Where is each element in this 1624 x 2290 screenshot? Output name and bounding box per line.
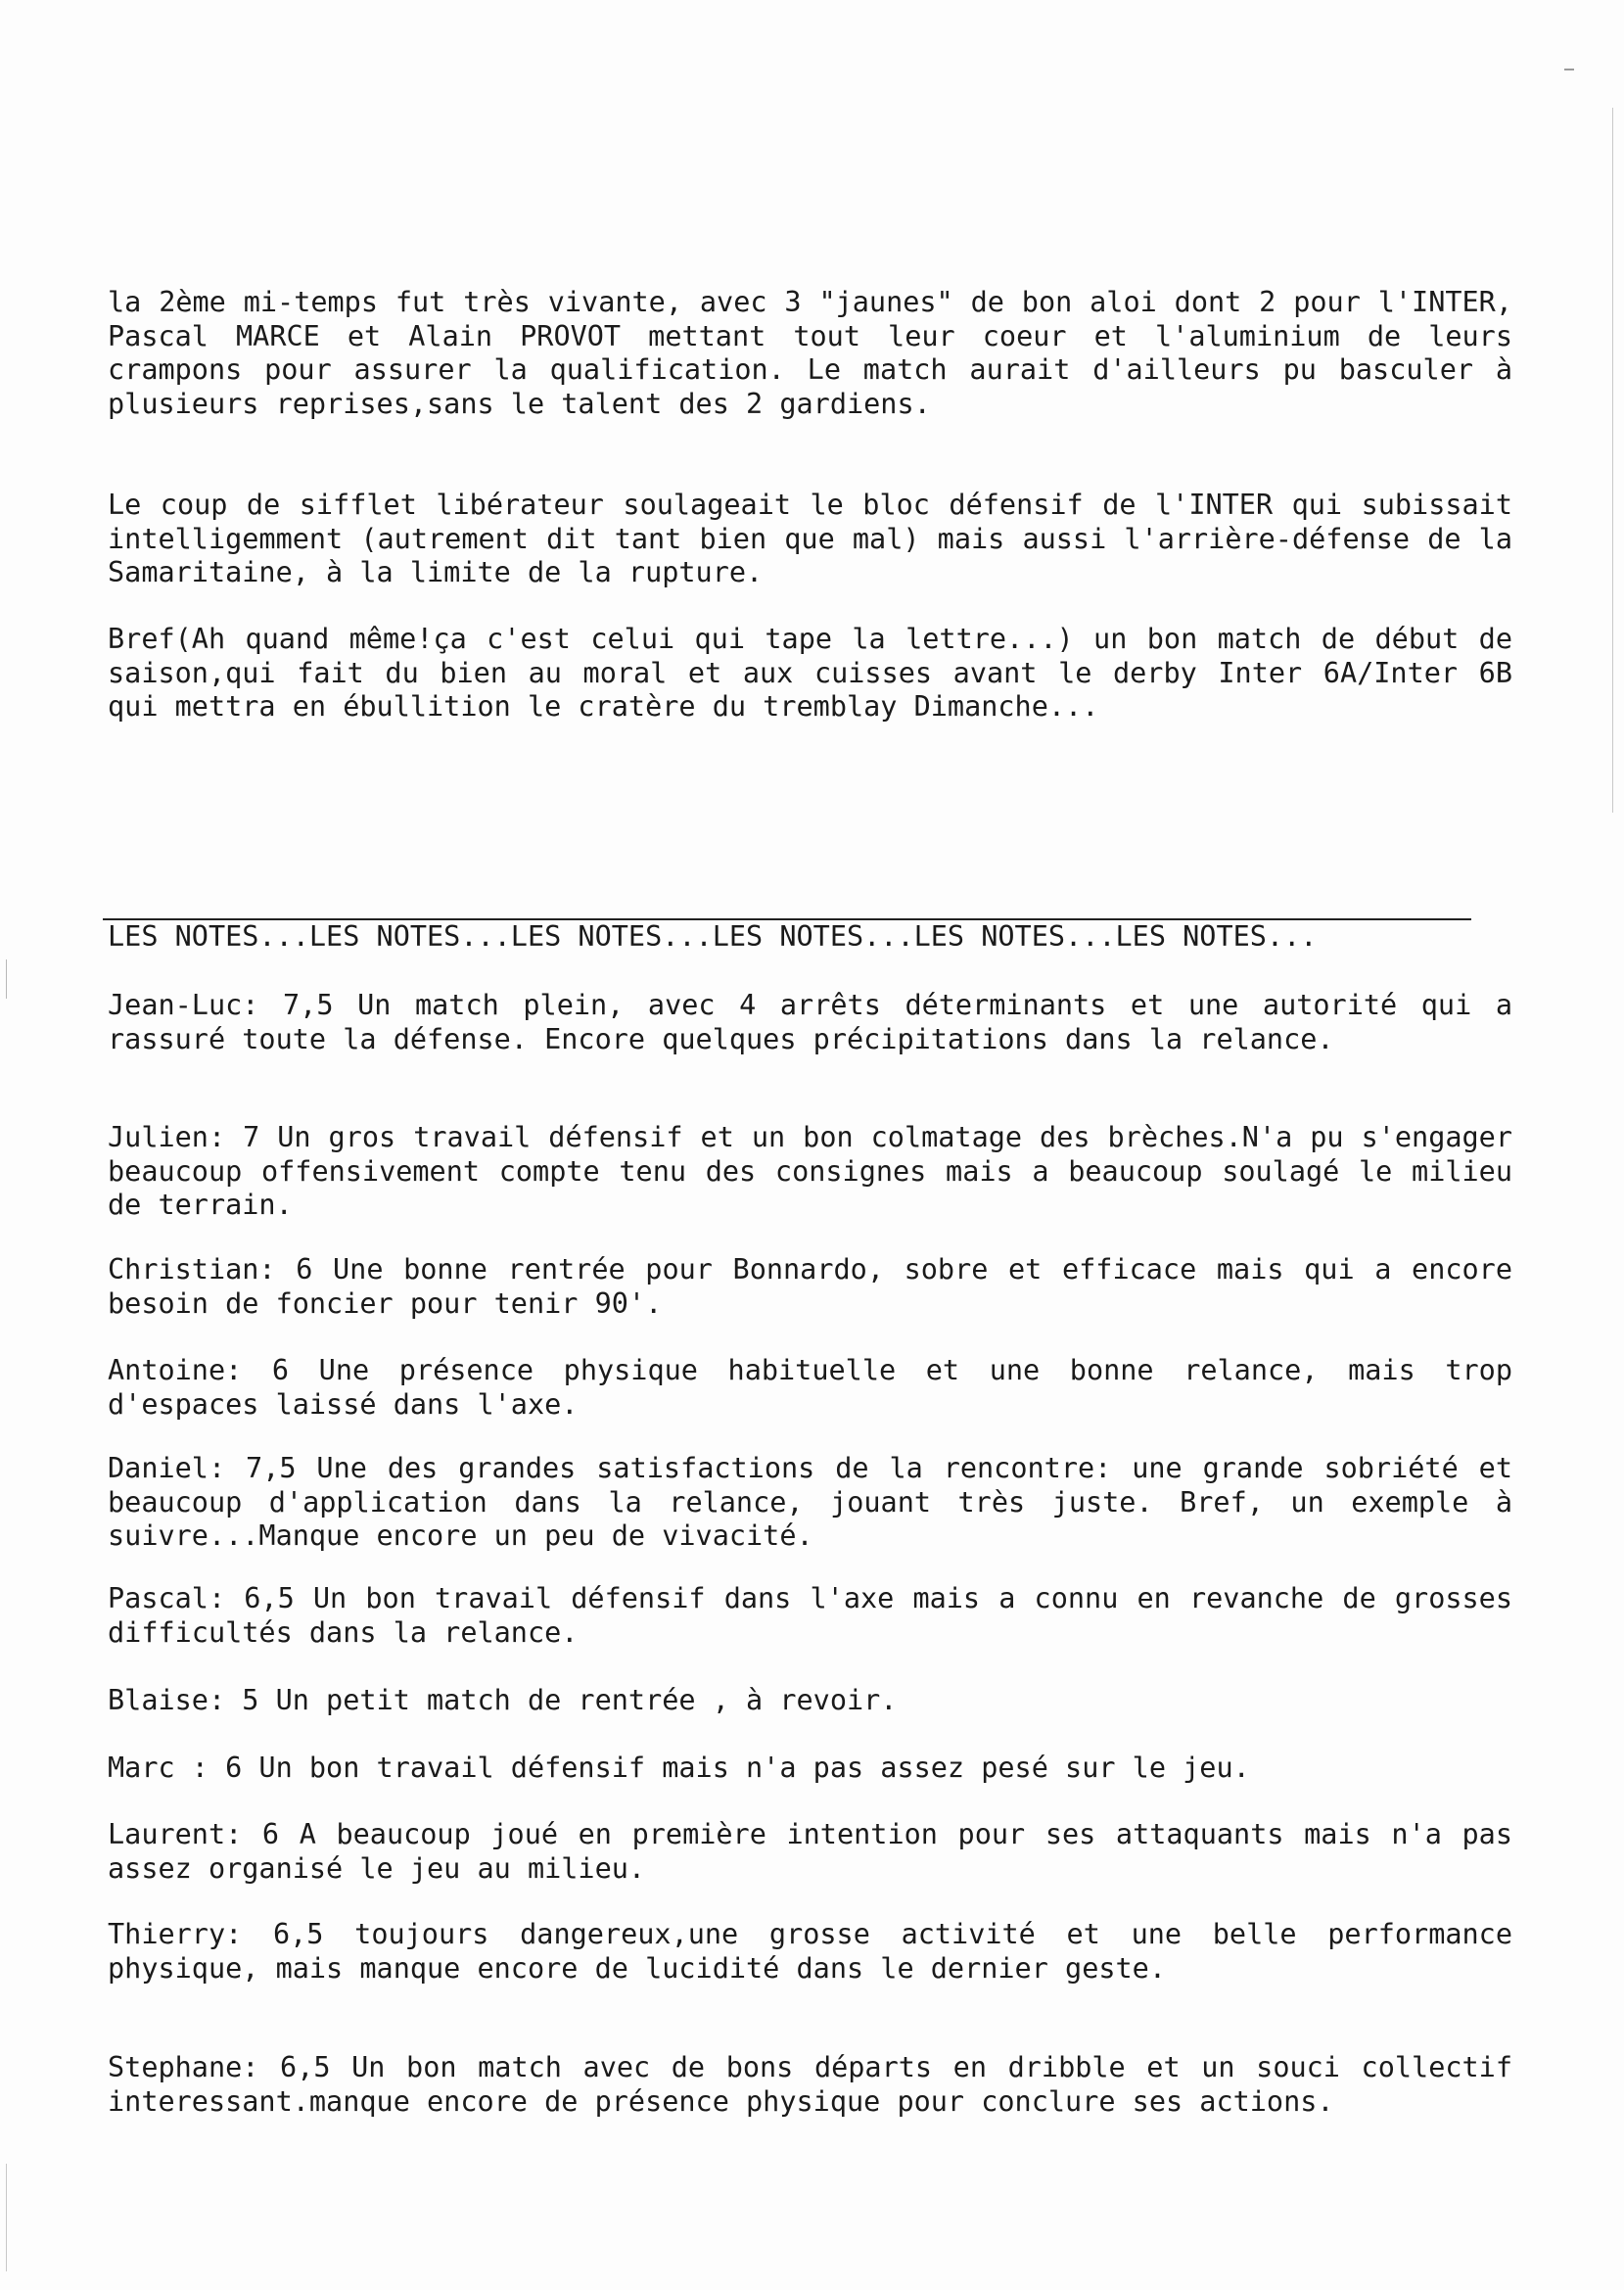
note-stephane: Stephane: 6,5 Un bon match avec de bons départs en dribble et un souci collectif interessant.manque encore de présence physique pour conclure ses actions. — [108, 2051, 1512, 2118]
paragraph-final-whistle: Le coup de sifflet libérateur soulageait le bloc défensif de l'INTER qui subissait intelligemment (autrement dit tant bien que mal) mais aussi l'arrière-défense de la Samaritaine, à la limite de la rupture. — [108, 489, 1512, 588]
note-christian: Christian: 6 Une bonne rentrée pour Bonnardo, sobre et efficace mais qui a encore besoin de foncier pour tenir 90'. — [108, 1253, 1512, 1320]
notes-heading: LES NOTES...LES NOTES...LES NOTES...LES NOTES...LES NOTES...LES NOTES... — [108, 920, 1318, 953]
note-julien: Julien: 7 Un gros travail défensif et un bon colmatage des brèches.N'a pu s'engager beaucoup offensivement compte tenu des consignes mais a beaucoup soulagé le milieu de terrain. — [108, 1121, 1512, 1221]
note-jean-luc: Jean-Luc: 7,5 Un match plein, avec 4 arrêts déterminants et une autorité qui a rassuré toute la défense. Encore quelques précipitations dans la relance. — [108, 989, 1512, 1055]
heading-underline — [103, 918, 1471, 920]
note-marc: Marc : 6 Un bon travail défensif mais n'a pas assez pesé sur le jeu. — [108, 1752, 1250, 1784]
note-pascal: Pascal: 6,5 Un bon travail défensif dans l'axe mais a connu en revanche de grosses difficultés dans la relance. — [108, 1582, 1512, 1649]
scan-edge-right — [1612, 108, 1613, 813]
scan-edge-left — [6, 959, 7, 999]
note-blaise: Blaise: 5 Un petit match de rentrée , à revoir. — [108, 1684, 898, 1716]
paragraph-conclusion: Bref(Ah quand même!ça c'est celui qui tape la lettre...) un bon match de début de saison,qui fait du bien au moral et aux cuisses avant le derby Inter 6A/Inter 6B qui mettra en ébullition le cratère du tremblay Dimanche... — [108, 623, 1512, 723]
scan-mark — [1564, 69, 1574, 70]
note-laurent: Laurent: 6 A beaucoup joué en première intention pour ses attaquants mais n'a pas assez organisé le jeu au milieu. — [108, 1818, 1512, 1885]
scan-edge-left-bottom — [6, 2164, 7, 2271]
note-antoine: Antoine: 6 Une présence physique habituelle et une bonne relance, mais trop d'espaces laissé dans l'axe. — [108, 1354, 1512, 1421]
paragraph-second-half: la 2ème mi-temps fut très vivante, avec 3 "jaunes" de bon aloi dont 2 pour l'INTER, Pascal MARCE et Alain PROVOT mettant tout leur coeur et l'aluminium de leurs crampons pour assurer la qualification. Le match aurait d'ailleurs pu basculer à plusieurs reprises,sans le talent des 2 gardiens. — [108, 286, 1512, 420]
note-thierry: Thierry: 6,5 toujours dangereux,une grosse activité et une belle performance physique, mais manque encore de lucidité dans le dernier geste. — [108, 1918, 1512, 1985]
note-daniel: Daniel: 7,5 Une des grandes satisfactions de la rencontre: une grande sobriété et beaucoup d'application dans la relance, jouant très juste. Bref, un exemple à suivre...Manque encore un peu de vivacité. — [108, 1452, 1512, 1552]
